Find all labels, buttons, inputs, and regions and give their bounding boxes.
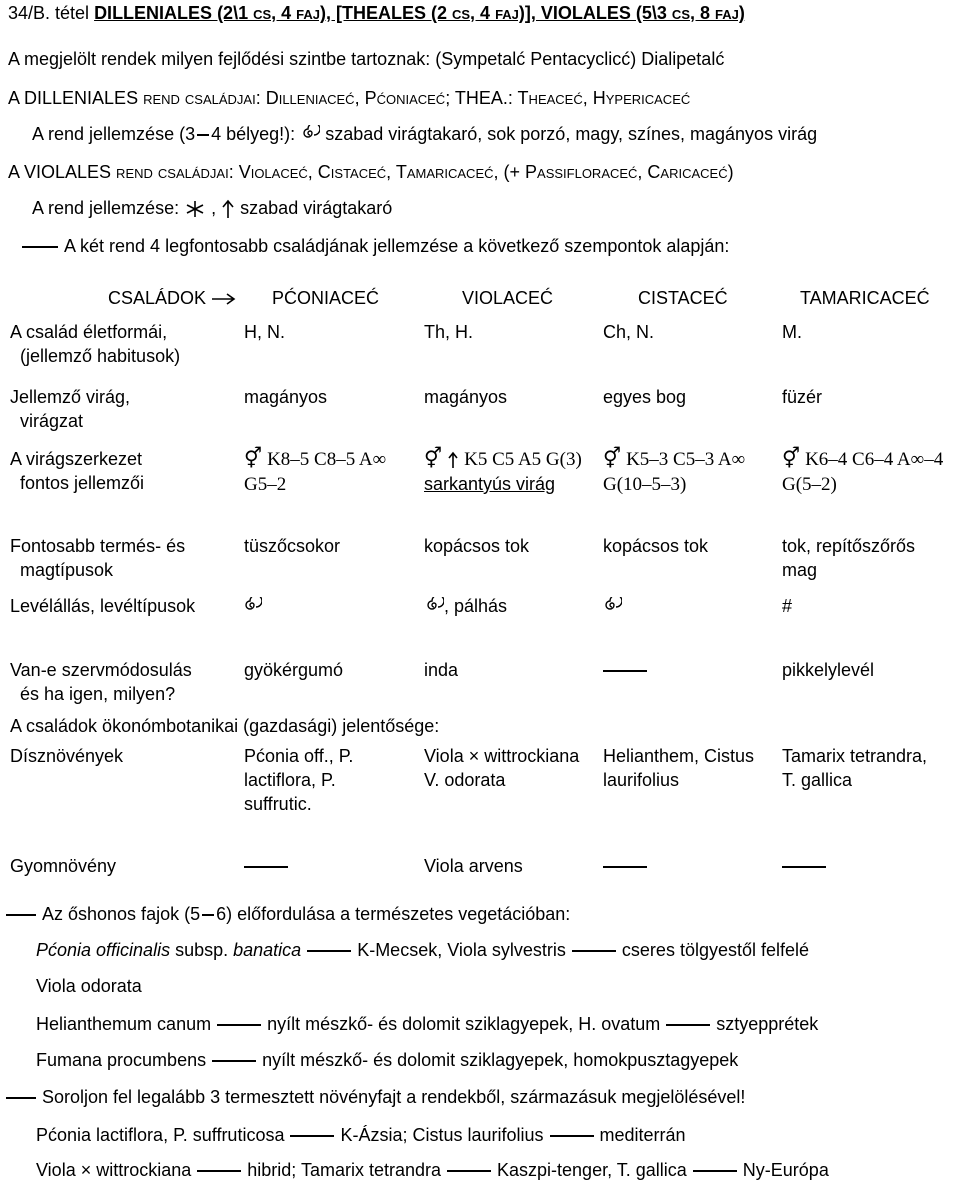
dash <box>307 950 351 952</box>
dash <box>447 1170 491 1172</box>
spiral-leaf-icon <box>602 597 622 617</box>
cell-paeonia-virag: magányos <box>244 387 328 407</box>
dash <box>217 1024 261 1026</box>
cell-tamarix-eletforma: M. <box>782 322 802 342</box>
spiral-leaf-icon <box>424 597 444 617</box>
dash <box>782 866 826 868</box>
intro-line-6: A két rend 4 legfontosabb családjának jellemzése a következő szempontok alapján: <box>22 235 729 257</box>
cell-tamarix-levelallas: # <box>782 596 793 616</box>
table-header-cistaceae: CISTACEĆ <box>638 288 728 308</box>
cell-viola-virag: magányos <box>424 387 508 407</box>
intro-line-3 <box>32 123 817 145</box>
violales-jellemzes-label: A rend jellemzése: <box>32 198 180 218</box>
native-line-3: Helianthemum canum nyílt mészkő- és dolomit sziklagyepek, H. ovatum sztyepprétek <box>36 1014 819 1034</box>
cell-viola-formula: ⚥ K5 C5 A5 G(3) sarkantyús virág <box>424 448 582 494</box>
row-label-termes: Fontosabb termés- és magtípusok <box>10 536 186 580</box>
dash <box>6 1097 36 1099</box>
dash <box>212 1060 256 1062</box>
dash <box>693 1170 737 1172</box>
bisexual-icon: ⚥ <box>782 448 801 470</box>
row-label-eletformak: A család életformái, (jellemző habitusok) <box>10 322 181 366</box>
table-header-paeoniaceae: PĆONIACEĆ <box>272 288 380 308</box>
dash <box>22 246 58 248</box>
header-title: DILLENIALES (2\1 cs, 4 faj), [THEALES (2 cs, 4 faj)], VIOLALES (5\3 cs, 8 faj) <box>94 3 745 23</box>
cell-paeonia-szerv: gyökérgumó <box>244 660 344 680</box>
cell-cistus-virag: egyes bog <box>603 387 687 407</box>
origin-line-2: Viola × wittrockiana hibrid; Tamarix tetrandra Kaszpi-tenger, T. gallica Ny-Európa <box>36 1160 829 1180</box>
cell-paeonia-termes: tüszőcsokor <box>244 536 341 556</box>
table-header-violaceae: VIOLACEĆ <box>462 288 554 308</box>
dash <box>197 1170 241 1172</box>
cell-cistus-eletforma: Ch, N. <box>603 322 655 342</box>
table-header-csaladok: CSALÁDOK <box>108 287 237 309</box>
bisexual-icon: ⚥ <box>424 448 443 470</box>
violales-jellemzes-text: szabad virágtakaró <box>240 198 393 218</box>
dash <box>603 866 647 868</box>
cell-paeonia-formula: ⚥ K8–5 C8–5 A∞ G5–2 <box>244 448 387 495</box>
intro-line-5: A rend jellemzése: , szabad virágtakaró <box>32 198 393 218</box>
actinomorphic-flower-icon <box>184 199 206 219</box>
cell-viola-szerv: inda <box>424 660 459 680</box>
spiral-leaf-icon <box>242 597 262 617</box>
economic-title: A családok ökonómbotanikai (gazdasági) jelentősége: <box>10 716 440 736</box>
bisexual-icon: ⚥ <box>603 448 622 470</box>
intro-line-2: A DILLENIALES rend családjai: Dilleniaceć, Pćoniaceć; THEA.: Theaceć, Hypericaceć <box>8 88 691 108</box>
econ-cistus-gyom <box>603 854 647 878</box>
bisexual-icon: ⚥ <box>244 448 263 470</box>
econ-viola-disz: Viola × wittrockiana V. odorata <box>424 746 580 790</box>
spiral-leaf-icon <box>300 125 320 145</box>
econ-paeonia-disz: Pćonia off., P. lactiflora, P. suffrutic. <box>244 746 354 814</box>
cell-cistus-szerv <box>603 658 647 682</box>
zygomorphic-arrow-icon <box>221 199 235 219</box>
econ-tamarix-gyom <box>782 854 826 878</box>
arrow-right-icon <box>211 292 237 306</box>
dash <box>6 914 36 916</box>
dash <box>666 1024 710 1026</box>
row-label-szervmodosulas: Van-e szervmódosulás és ha igen, milyen? <box>10 660 192 704</box>
dash <box>197 134 209 136</box>
econ-row-label-gyom: Gyomnövény <box>10 856 117 876</box>
cell-tamarix-formula: ⚥ K6–4 C6–4 A∞–4 G(5–2) <box>782 448 944 495</box>
dash <box>603 670 647 672</box>
dash <box>290 1135 334 1137</box>
table-header-tamaricaceae: TAMARICACEĆ <box>800 288 930 308</box>
zygomorphic-arrow-icon <box>447 451 459 469</box>
econ-row-label-disz: Dísznövények <box>10 746 124 766</box>
econ-tamarix-disz: Tamarix tetrandra, T. gallica <box>782 746 928 790</box>
intro-line-4: A VIOLALES rend családjai: Violaceć, Cistaceć, Tamaricaceć, (+ Passifloraceć, Caricaceć) <box>8 162 734 182</box>
cell-viola-levelallas: , pálhás <box>424 594 507 618</box>
econ-paeonia-gyom <box>244 854 288 878</box>
cell-cistus-formula: ⚥ K5–3 C5–3 A∞ G(10–5–3) <box>603 448 746 495</box>
rend-jellemzes-count: 4 bélyeg!): <box>211 124 296 144</box>
econ-viola-gyom: Viola arvens <box>424 856 523 876</box>
origin-title: Soroljon fel legalább 3 termesztett növényfajt a rendekből, származásuk megjelölésével! <box>0 1086 745 1108</box>
cell-tamarix-termes: tok, repítőszőrős mag <box>782 536 916 580</box>
cell-viola-termes: kopácsos tok <box>424 536 530 556</box>
dash <box>550 1135 594 1137</box>
dash <box>244 866 288 868</box>
rend-jellemzes-text: szabad virágtakaró, sok porzó, magy, színes, magányos virág <box>325 124 818 144</box>
page-header <box>8 2 745 24</box>
econ-cistus-disz: Helianthem, Cistus laurifolius <box>603 746 755 790</box>
native-line-4: Fumana procumbens nyílt mészkő- és dolomit sziklagyepek, homokpusztagyepek <box>36 1050 739 1070</box>
dash <box>202 914 214 916</box>
cell-tamarix-szerv: pikkelylevél <box>782 660 875 680</box>
native-line-2: Viola odorata <box>36 976 142 996</box>
cell-tamarix-virag: füzér <box>782 387 823 407</box>
intro-line-1: A megjelölt rendek milyen fejlődési szintbe tartoznak: (Sympetalć Pentacyclicć) Dialipetalć <box>8 49 725 69</box>
native-line-1: Pćonia officinalis subsp. banatica K-Mecsek, Viola sylvestris cseres tölgyestől felfelé <box>36 940 810 960</box>
header-prefix: 34/B. tétel <box>8 3 95 23</box>
rend-jellemzes-label: A rend jellemzése (3 <box>32 124 196 144</box>
dash <box>572 950 616 952</box>
row-label-levelallas: Levélállás, levéltípusok <box>10 596 196 616</box>
native-title: Az őshonos fajok (5 6) előfordulása a természetes vegetációban: <box>0 903 570 925</box>
origin-line-1: Pćonia lactiflora, P. suffruticosa K-Ázsia; Cistus laurifolius mediterrán <box>36 1125 686 1145</box>
row-label-virag: Jellemző virág, virágzat <box>10 387 131 431</box>
cell-viola-eletforma: Th, H. <box>424 322 474 342</box>
cell-paeonia-eletforma: H, N. <box>244 322 286 342</box>
cell-cistus-termes: kopácsos tok <box>603 536 709 556</box>
row-label-viragszerkezet: A virágszerkezet fontos jellemzői <box>10 449 145 493</box>
